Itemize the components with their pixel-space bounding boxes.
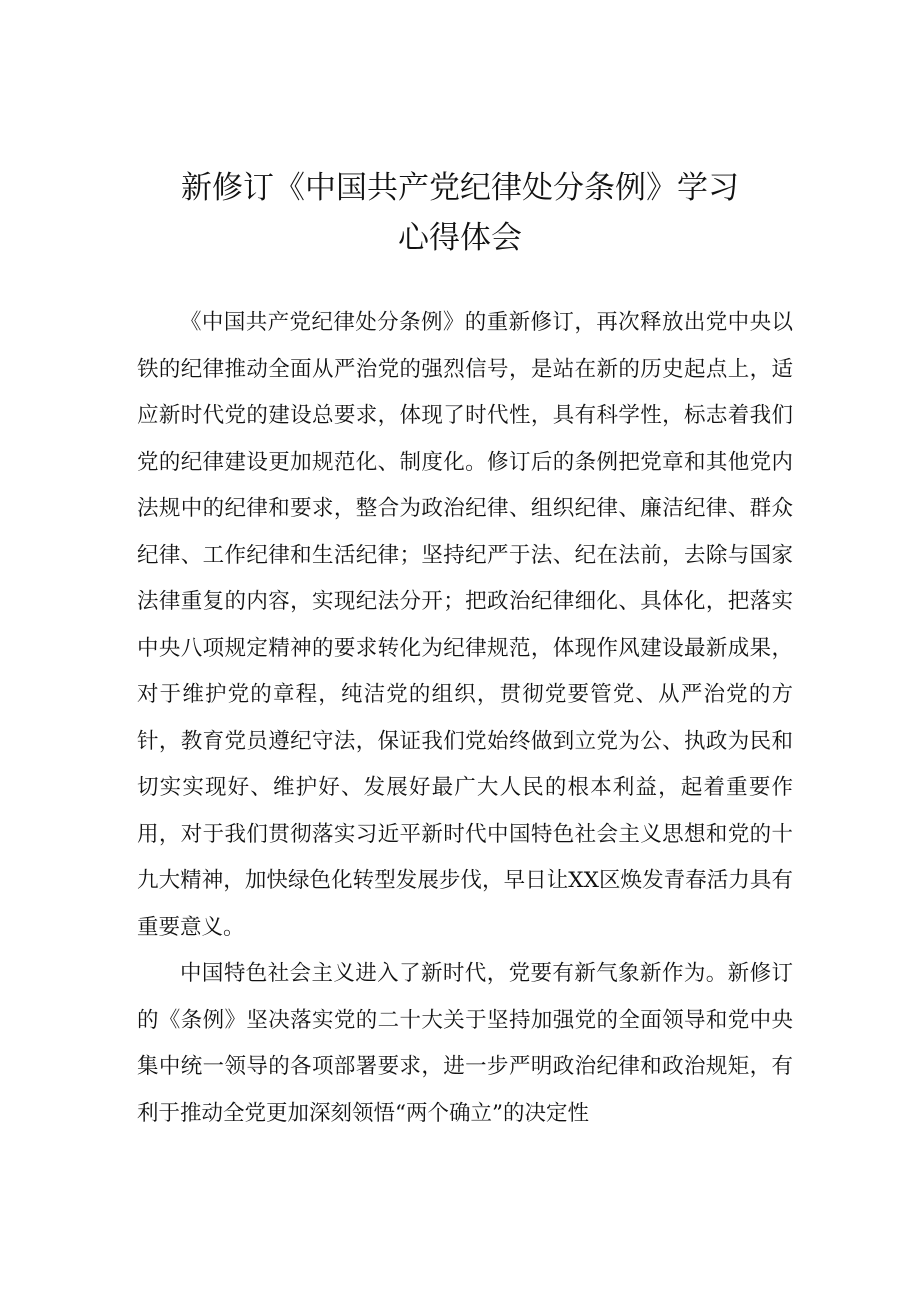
title-line-2: 心得体会 bbox=[398, 220, 522, 256]
document-title bbox=[0, 163, 920, 263]
paragraph-1: 《中国共产党纪律处分条例》的重新修订，再次释放出党中央以铁的纪律推动全面从严治党的强烈信号，是站在新的历史起点上，适应新时代党的建设总要求，体现了时代性，具有科学性，标志着我们党的纪律建设更加规范化、制度化。修订后的条例把党章和其他党内法规中的纪律和要求，整合为政治纪律、组织纪律、廉洁纪律、群众纪律、工作纪律和生活纪律；坚持纪严于法、纪在法前，去除与国家法律重复的内容，实现纪法分开；把政治纪律细化、具体化，把落实中央八项规定精神的要求转化为纪律规范，体现作风建设最新成果，对于维护党的章程，纯洁党的组织，贯彻党要管党、从严治党的方针，教育党员遵纪守法，保证我们党始终做到立党为公、执政为民和切实实现好、维护好、发展好最广大人民的根本利益，起着重要作用，对于我们贯彻落实习近平新时代中国特色社会主义思想和党的十九大精神，加快绿色化转型发展步伐，早日让XX区焕发青春活力具有重要意义。 bbox=[137, 310, 793, 940]
title-line-1: 新修订《中国共产党纪律处分条例》学习 bbox=[181, 170, 739, 206]
document-body bbox=[137, 300, 793, 1137]
paragraph-2: 中国特色社会主义进入了新时代，党要有新气象新作为。新修订的《条例》坚决落实党的二十大关于坚持加强党的全面领导和党中央集中统一领导的各项部署要求，进一步严明政治纪律和政治规矩，有利于推动全党更加深刻领悟“两个确立”的决定性 bbox=[137, 961, 793, 1126]
